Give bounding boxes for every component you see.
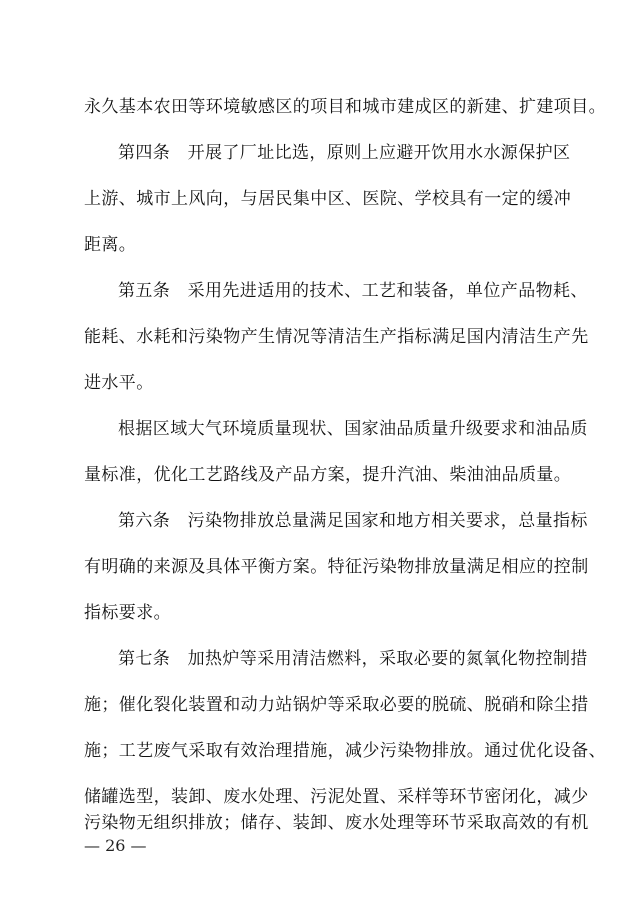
text-line: 进水平。 <box>84 373 154 393</box>
text-line: 上游、城市上风向，与居民集中区、医院、学校具有一定的缓冲 <box>84 189 572 209</box>
text-line: 施；工艺废气采取有效治理措施，减少污染物排放。通过优化设备、 <box>84 741 606 761</box>
article-4-line: 第四条 开展了厂址比选，原则上应避开饮用水水源保护区 <box>118 143 571 163</box>
article-6-line: 第六条 污染物排放总量满足国家和地方相关要求，总量指标 <box>118 511 588 531</box>
text-line: 距离。 <box>84 235 137 255</box>
article-7-line: 第七条 加热炉等采用清洁燃料，采取必要的氮氧化物控制措 <box>118 649 588 669</box>
text-line: 指标要求。 <box>84 603 171 623</box>
text-line: 能耗、水耗和污染物产生情况等清洁生产指标满足国内清洁生产先 <box>84 327 589 347</box>
article-5-line: 第五条 采用先进适用的技术、工艺和装备，单位产品物耗、 <box>118 281 588 301</box>
text-line: 永久基本农田等环境敏感区的项目和城市建成区的新建、扩建项目。 <box>84 97 606 117</box>
page-number: — 26 — <box>84 836 147 855</box>
text-line: 储罐选型，装卸、废水处理、污泥处置、采样等环节密闭化，减少 <box>84 787 589 807</box>
paragraph-start-line: 根据区域大气环境质量现状、国家油品质量升级要求和油品质 <box>118 419 588 439</box>
text-line: 污染物无组织排放；储存、装卸、废水处理等环节采取高效的有机 <box>84 813 589 833</box>
text-line: 量标准，优化工艺路线及产品方案，提升汽油、柴油油品质量。 <box>84 465 572 485</box>
text-line: 施；催化裂化装置和动力站锅炉等采取必要的脱硫、脱硝和除尘措 <box>84 695 589 715</box>
text-line: 有明确的来源及具体平衡方案。特征污染物排放量满足相应的控制 <box>84 557 589 577</box>
